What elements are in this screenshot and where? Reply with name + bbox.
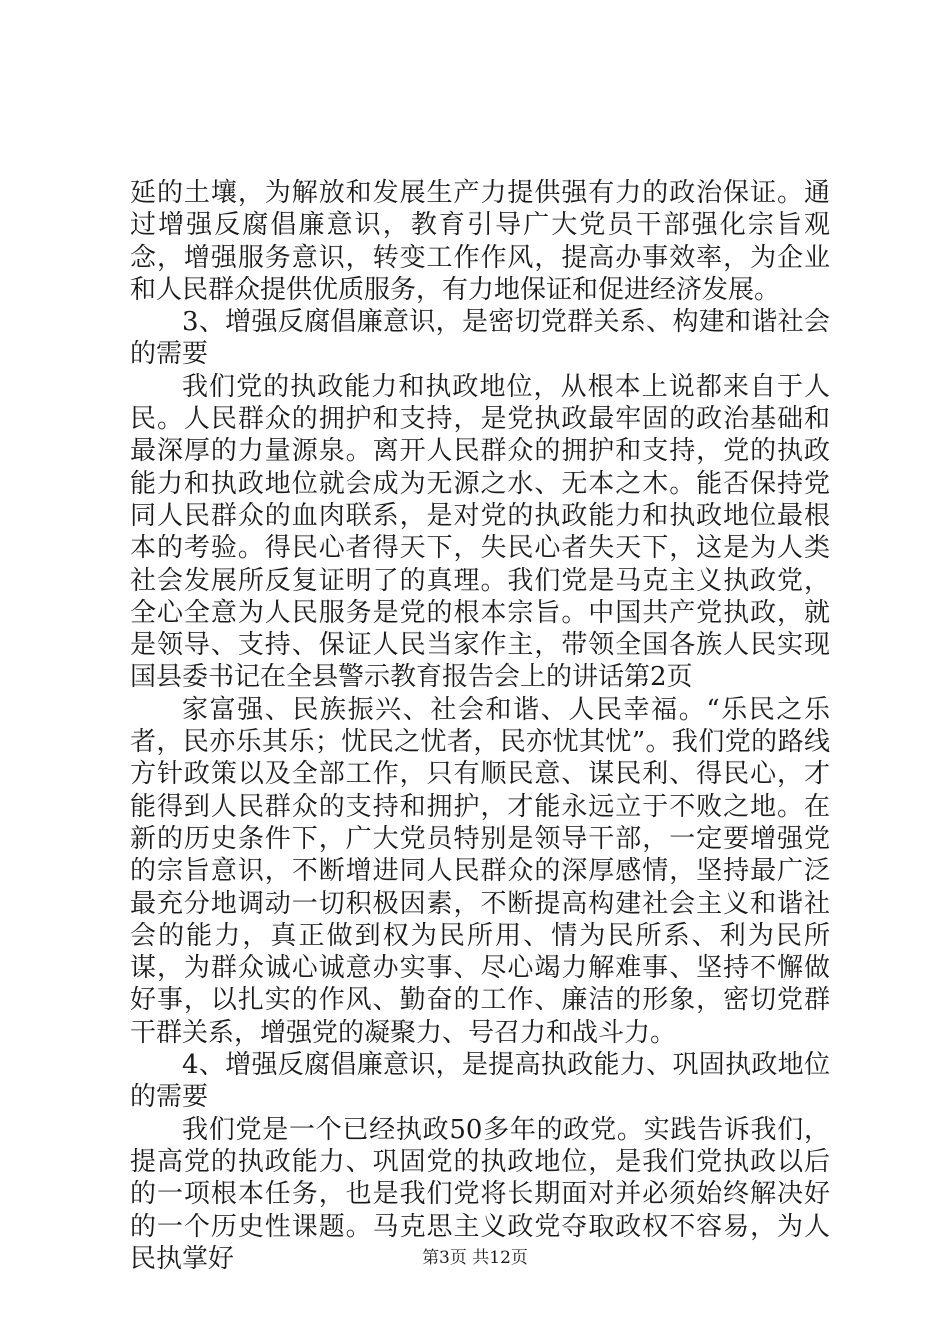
paragraph-party-governance: 我们党的执政能力和执政地位，从根本上说都来自于人民。人民群众的拥护和支持，是党执政最牢固的政治基础和最深厚的力量源泉。离开人民群众的拥护和支持，党的执政能力和执政地位就会成为无源之水、无本之木。能否保持党同人民群众的血肉联系，是对党的执政能力和执政地位最根本的考验。得民心者得天下，失民心者失天下，这是为人类社会发展所反复证明了的真理。我们党是马克主义执政党，全心全意为人民服务是党的根本宗旨。中国共产党执政，就是领导、支持、保证人民当家作主，带领全国各族人民实现国县委书记在全县警示教育报告会上的讲话第2页 xyxy=(130,371,830,693)
paragraph-people-welfare: 家富强、民族振兴、社会和谐、人民幸福。“乐民之乐者，民亦乐其乐；忧民之忧者，民亦忧其忧”。我们党的路线方针政策以及全部工作，只有顺民意、谋民利、得民心，才能得到人民群众的支持和拥护，才能永远立于不败之地。在新的历史条件下，广大党员特别是领导干部，一定要增强党的宗旨意识，不断增进同人民群众的深厚感情，坚持最广泛最充分地调动一切积极因素，不断提高构建社会主义和谐社会的能力，真正做到权为民所用、情为民所系、利为民所谋，为群众诚心诚意办实事、尽心竭力解难事、坚持不懈做好事，以扎实的作风、勤奋的工作、廉洁的形象，密切党群干群关系，增强党的凝聚力、号召力和战斗力。 xyxy=(130,694,830,1048)
page-footer: 第3页 共12页 xyxy=(422,1248,528,1268)
paragraph-continuation: 延的土壤，为解放和发展生产力提供强有力的政治保证。通过增强反腐倡廉意识，教育引导广大党员干部强化宗旨观念，增强服务意识，转变工作作风，提高办事效率，为企业和人民群众提供优质服务，有力地保证和促进经济发展。 xyxy=(130,178,830,305)
paragraph-governing-ability: 我们党是一个已经执政50多年的政党。实践告诉我们，提高党的执政能力、巩固党的执政地位，是我们党执政以后的一项根本任务，也是我们党将长期面对并必须始终解决好的一个历史性课题。马克思主义政党夺取政权不容易，为人民执掌好 xyxy=(130,1114,830,1274)
document-body xyxy=(130,177,830,1275)
section-heading-3: 3、增强反腐倡廉意识，是密切党群关系、构建和谐社会的需要 xyxy=(130,307,830,370)
section-heading-4: 4、增强反腐倡廉意识，是提高执政能力、巩固执政地位的需要 xyxy=(130,1050,830,1113)
